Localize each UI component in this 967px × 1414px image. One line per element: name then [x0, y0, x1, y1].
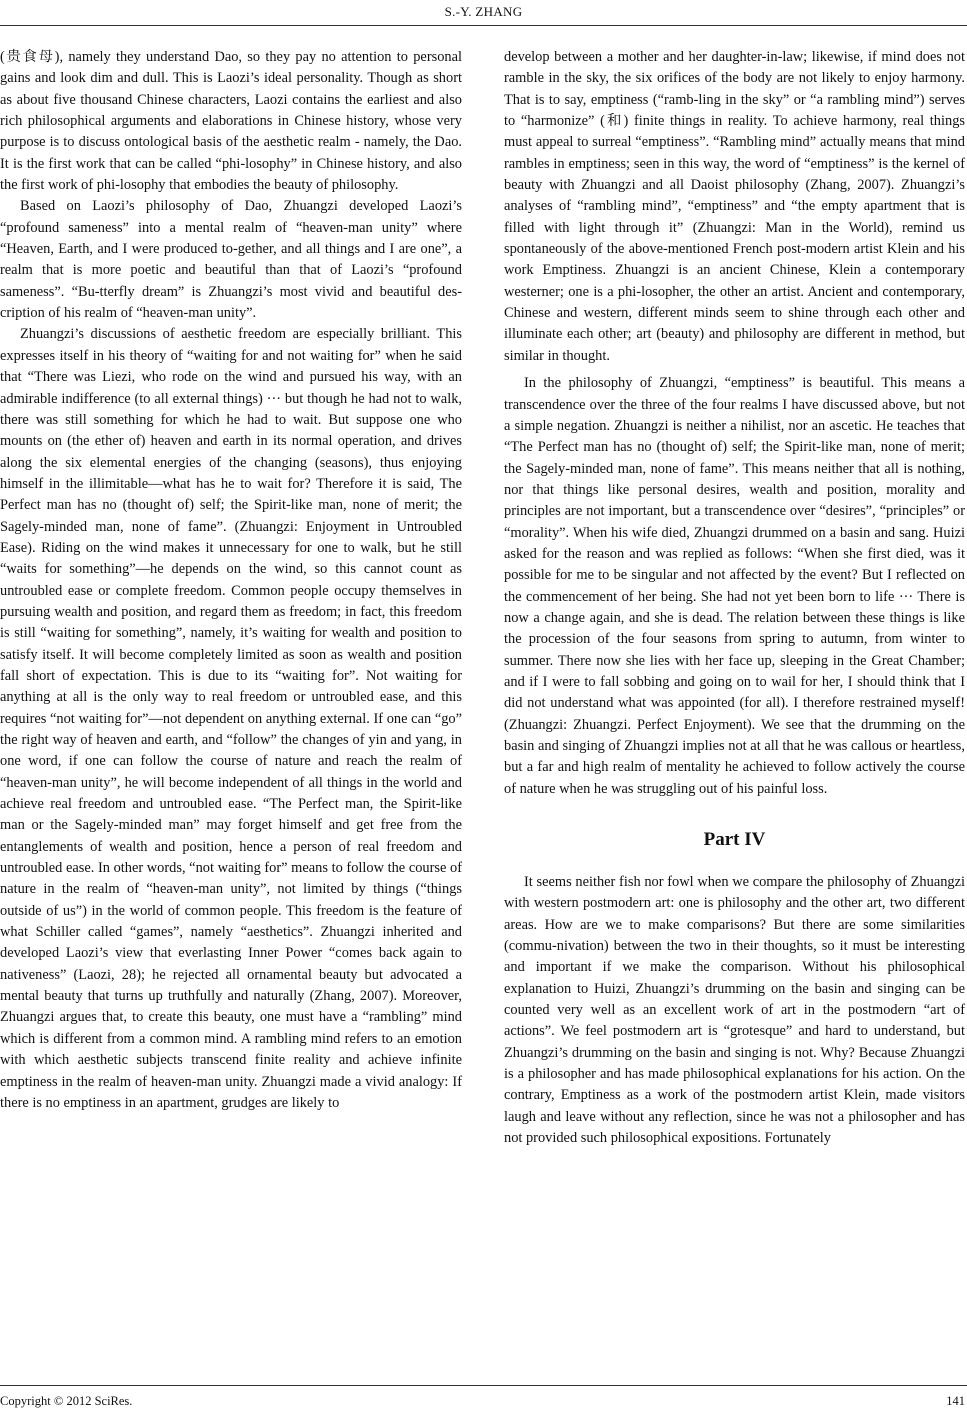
paragraph: (贵食母), namely they understand Dao, so they pay no attention to personal gains and look dim and dull. This is Laozi’s ideal personality. Though as short as about five thousand Chinese characters, Laozi contains the earliest and also rich philosophical arguments and elaborations in Chinese history, whose very purpose is to discuss ontological basis of the aesthetic realm - namely, the Dao. It is the first work that can be called “phi-losophy” in Chinese history, and also the first work of phi-losophy that embodies the beauty of philosophy. — [0, 49, 462, 194]
paragraph: Zhuangzi’s discussions of aesthetic freedom are especially brilliant. This expresses itself in his theory of “waiting for and not waiting for” when he said that “There was Liezi, who rode on the wind and pursued his way, with an admirable indifference (to all external things) ··· but though he had not to walk, there was still something for which he had to wait. But suppose one who mounts on (the ether of) heaven and earth in its normal operation, and drives along the six elemental energies of the changing (seasons), thus enjoying himself in the illimitable—what has he to wait for? Therefore it is said, The Perfect man has no (thought of) self; the Spirit-like man, none of merit; the Sagely-minded man, none of fame”. (Zhuangzi: Enjoyment in Untroubled Ease). Riding on the wind makes it unnecessary for one to walk, but he still “waits for something”—he depends on the wind, so this cannot count as untroubled ease or complete freedom. Common people occupy themselves in pursuing wealth and position, and regard them as freedom; in fact, this freedom is still “waiting for something”, namely, it’s waiting for wealth and position to satisfy itself. It will become completely limited as soon as wealth and position fall short of expectation. This is due to its “waiting for”. Not waiting for anything at all is the only way to real freedom or untroubled ease, and this requires “not waiting for”—not dependent on anything external. If one can “go” the right way of heaven and earth, and “follow” the changes of yin and yang, in one word, if one can follow the course of nature and reach the realm of “heaven-man unity”, he will become independent of all things in the world and achieve real freedom and untroubled ease. “The Perfect man, the Spirit-like man or the Sagely-minded man” may forget himself and get free from the entanglements of wealth and position, hence a person of real freedom and untroubled ease. In other words, “not waiting for” means to follow the course of nature in the realm of “heaven-man unity”, not limited by things (“things outside of us”) in the world of common people. This freedom is the feature of what Schiller called “games”, namely “aesthetics”. Zhuangzi inherited and developed Laozi’s view that everlasting Inner Power “comes back again to nativeness” (Laozi, 28); he rejected all ornamental beauty but advocated a mental beauty that turns up truthfully and naturally (Zhang, 2007). Moreover, Zhuangzi argues that, to create this beauty, one must have a “rambling” mind which is different from a common mind. A rambling mind refers to an emotion with which aesthetic subjects transcend finite reality and achieve infinite emptiness in the realm of heaven-man unity. Zhuangzi made a vivid analogy: If there is no emptiness in an apartment, grudges are likely to — [0, 326, 462, 1111]
copyright-notice: Copyright © 2012 SciRes. — [0, 1394, 133, 1408]
footer-rule — [0, 1385, 967, 1386]
section-heading: Part IV — [703, 829, 766, 851]
paragraph: It seems neither fish nor fowl when we compare the philosophy of Zhuangzi with western postmodern art: one is philosophy and the other art, two different areas. How are we to make comparisons? But there are some similarities (commu-nivation) between the two in their thoughts, so it must be interesting and important if we make the comparison. Without his philosophical explanation to Huizi, Zhuangzi’s drumming on the basin and singing can be counted very well as an excellent work of art in the postmodern “art of actions”. We feel postmodern art is “grotesque” and hard to understand, but Zhuangzi’s drumming on the basin and singing is not. Why? Because Zhuangzi is a philosopher and has made philosophical explanations for his action. On the contrary, Emptiness as a work of the postmodern artist Klein, made visitors laugh and leave without any reflection, since he was not a philosopher and has not provided such philosophical expositions. Fortunately — [504, 874, 965, 1147]
paragraph: develop between a mother and her daughter-in-law; likewise, if mind does not ramble in the sky, the six orifices of the body are not likely to enjoy harmony. That is to say, emptiness (“ramb-ling in the sky” or “a rambling mind”) serves to “harmonize” (和) finite things in reality. To achieve harmony, real things must appeal to surreal “emptiness”. “Rambling mind” actually means that mind rambles in emptiness; seen in this way, the word of “emptiness” is the kernel of beauty with Zhuangzi and all Daoist philosophy (Zhang, 2007). Zhuangzi’s analyses of “rambling mind”, “emptiness” and “the empty apartment that is filled with light through it” (Zhuangzi: Man in the World), remind us spontaneously of the above-mentioned French post-modern artist Klein and his work Emptiness. Zhuangzi is an ancient Chinese, Klein a contemporary westerner; one is a phi-losopher, the other an artist. Ancient and contemporary, Chinese and western, different minds seem to shine through each other and illuminate each other; art (beauty) and philosophy are different in method, but similar in thought. — [504, 49, 965, 364]
paragraph: In the philosophy of Zhuangzi, “emptiness” is beautiful. This means a transcendence over the three of the four realms I have discussed above, but not a simple negation. Zhuangzi is neither a nihilist, nor an ascetic. He teaches that “The Perfect man has no (thought of) self; the Spirit-like man, none of merit; the Sagely-minded man, none of fame”. This means neither that all is nothing, nor that things like personal desires, wealth and position, morality and principles are not important, but a transcendence over “desires”, “principles” or “morality”. When his wife died, Zhuangzi drummed on a basin and sang. Huizi asked for the reason and was replied as follows: “When she first died, was it possible for me to be singular and not affected by the event? But I reflected on the commencement of her being. She had not yet been born to life ··· There is now a change again, and she is dead. The relation between these things is like the procession of the four seasons from spring to autumn, from winter to summer. There now she lies with her face up, sleeping in the Great Chamber; and if I were to fall sobbing and going on to wail for her, I should think that I did not understand what was appointed (for all). I therefore restrained myself! (Zhuangzi: Zhuangzi. Perfect Enjoyment). We see that the drumming on the basin and singing of Zhuangzi implies not at all that he was callous or heartless, but a far and high realm of mentality he achieved to follow actively the course of nature when he was struggling out of his painful loss. — [504, 375, 965, 797]
page-number: 141 — [946, 1394, 965, 1408]
header-rule — [0, 25, 967, 26]
running-header: S.-Y. ZHANG — [444, 4, 523, 19]
left-column — [0, 47, 462, 1114]
right-column — [504, 47, 965, 1150]
paragraph: Based on Laozi’s philosophy of Dao, Zhuangzi developed Laozi’s “profound sameness” into a mental realm of “heaven-man unity” where “Heaven, Earth, and I were produced to-gether, and all things and I are one”, a realm that is more poetic and beautiful than that of Laozi’s “profound sameness”. “Bu-tterfly dream” is Zhuangzi’s most vivid and beautiful des-cription of his realm of “heaven-man unity”. — [0, 198, 462, 322]
